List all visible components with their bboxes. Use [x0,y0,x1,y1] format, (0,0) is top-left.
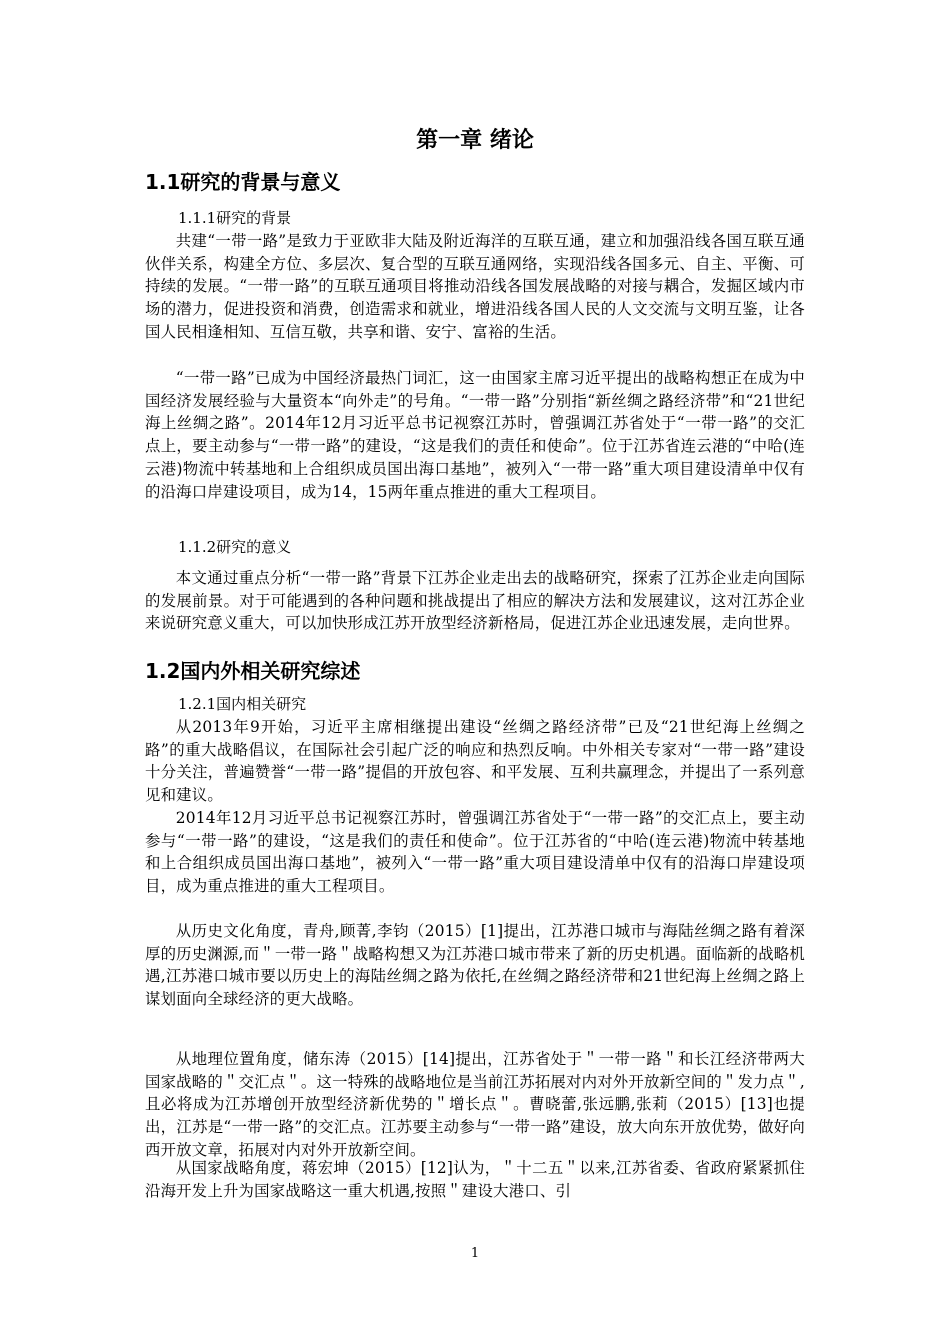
section-title-1-2: 1.2国内外相关研究综述 [145,659,361,683]
section-title-1-1: 1.1研究的背景与意义 [145,170,341,194]
paragraph: 从历史文化角度，青舟,顾菁,李钧（2015）[1]提出，江苏港口城市与海陆丝绸之路有着深厚的历史渊源,而＂一带一路＂战略构想又为江苏港口城市带来了新的历史机遇。面临新的战略机遇,江苏港口城市要以历史上的海陆丝绸之路为依托,在丝绸之路经济带和21世纪海上丝绸之路上谋划面向全球经济的更大战略。 [145,922,805,1009]
paragraph: 2014年12月习近平总书记视察江苏时，曾强调江苏省处于“一带一路”的交汇点上，要主动参与“一带一路”的建设，“这是我们的责任和使命”。位于江苏省的“中哈(连云港)物流中转基地和上合组织成员国出海口基地”，被列入“一带一路”重大项目建设清单中仅有的沿海口岸建设项目，成为重点推进的重大工程项目。 [145,809,805,896]
paragraph: “一带一路”已成为中国经济最热门词汇，这一由国家主席习近平提出的战略构想正在成为中国经济发展经验与大量资本“向外走”的号角。“一带一路”分别指“新丝绸之路经济带”和“21世纪海上丝绸之路”。2014年12月习近平总书记视察江苏时，曾强调江苏省处于“一带一路”的交汇点上，要主动参与“一带一路”的建设，“这是我们的责任和使命”。位于江苏省连云港的“中哈(连云港)物流中转基地和上合组织成员国出海口基地”，被列入“一带一路”重大项目建设清单中仅有的沿海口岸建设项目，成为14，15两年重点推进的重大工程项目。 [145,369,805,501]
paragraph: 从地理位置角度，储东涛（2015）[14]提出，江苏省处于＂一带一路＂和长江经济带两大国家战略的＂交汇点＂。这一特殊的战略地位是当前江苏拓展对内对外开放新空间的＂发力点＂,且必将成为江苏增创开放型经济新优势的＂增长点＂。曹晓蕾,张远鹏,张莉（2015）[13]也提出，江苏是“一带一路”的交汇点。江苏要主动参与“一带一路”建设，放大向东开放优势，做好向西开放文章，拓展对内对外开放新空间。 [145,1050,805,1159]
chapter-title: 第一章 绪论 [416,128,534,153]
paragraph: 本文通过重点分析“一带一路”背景下江苏企业走出去的战略研究，探索了江苏企业走向国际的发展前景。对于可能遇到的各种问题和挑战提出了相应的解决方法和发展建议，这对江苏企业来说研究意义重大，可以加快形成江苏开放型经济新格局，促进江苏企业迅速发展，走向世界。 [145,569,805,633]
subsection-title-1-2-1: 1.2.1国内相关研究 [178,695,307,713]
paragraph: 从国家战略角度，蒋宏坤（2015）[12]认为，＂十二五＂以来,江苏省委、省政府紧紧抓住沿海开发上升为国家战略这一重大机遇,按照＂建设大港口、引 [145,1159,805,1200]
page-number: 1 [470,1246,480,1261]
subsection-title-1-1-1: 1.1.1研究的背景 [178,209,292,227]
subsection-title-1-1-2: 1.1.2研究的意义 [178,538,292,556]
paragraph: 从2013年9开始，习近平主席相继提出建设“丝绸之路经济带”已及“21世纪海上丝绸之路”的重大战略倡议，在国际社会引起广泛的响应和热烈反响。中外相关专家对“一带一路”建设十分关注，普遍赞誉“一带一路”提倡的开放包容、和平发展、互利共赢理念，并提出了一系列意见和建议。 [145,718,805,805]
paragraph: 共建“一带一路”是致力于亚欧非大陆及附近海洋的互联互通，建立和加强沿线各国互联互通伙伴关系，构建全方位、多层次、复合型的互联互通网络，实现沿线各国多元、自主、平衡、可持续的发展。“一带一路”的互联互通项目将推动沿线各国发展战略的对接与耦合，发掘区域内市场的潜力，促进投资和消费，创造需求和就业，增进沿线各国人民的人文交流与文明互鉴，让各国人民相逢相知、互信互敬，共享和谐、安宁、富裕的生活。 [145,232,805,341]
